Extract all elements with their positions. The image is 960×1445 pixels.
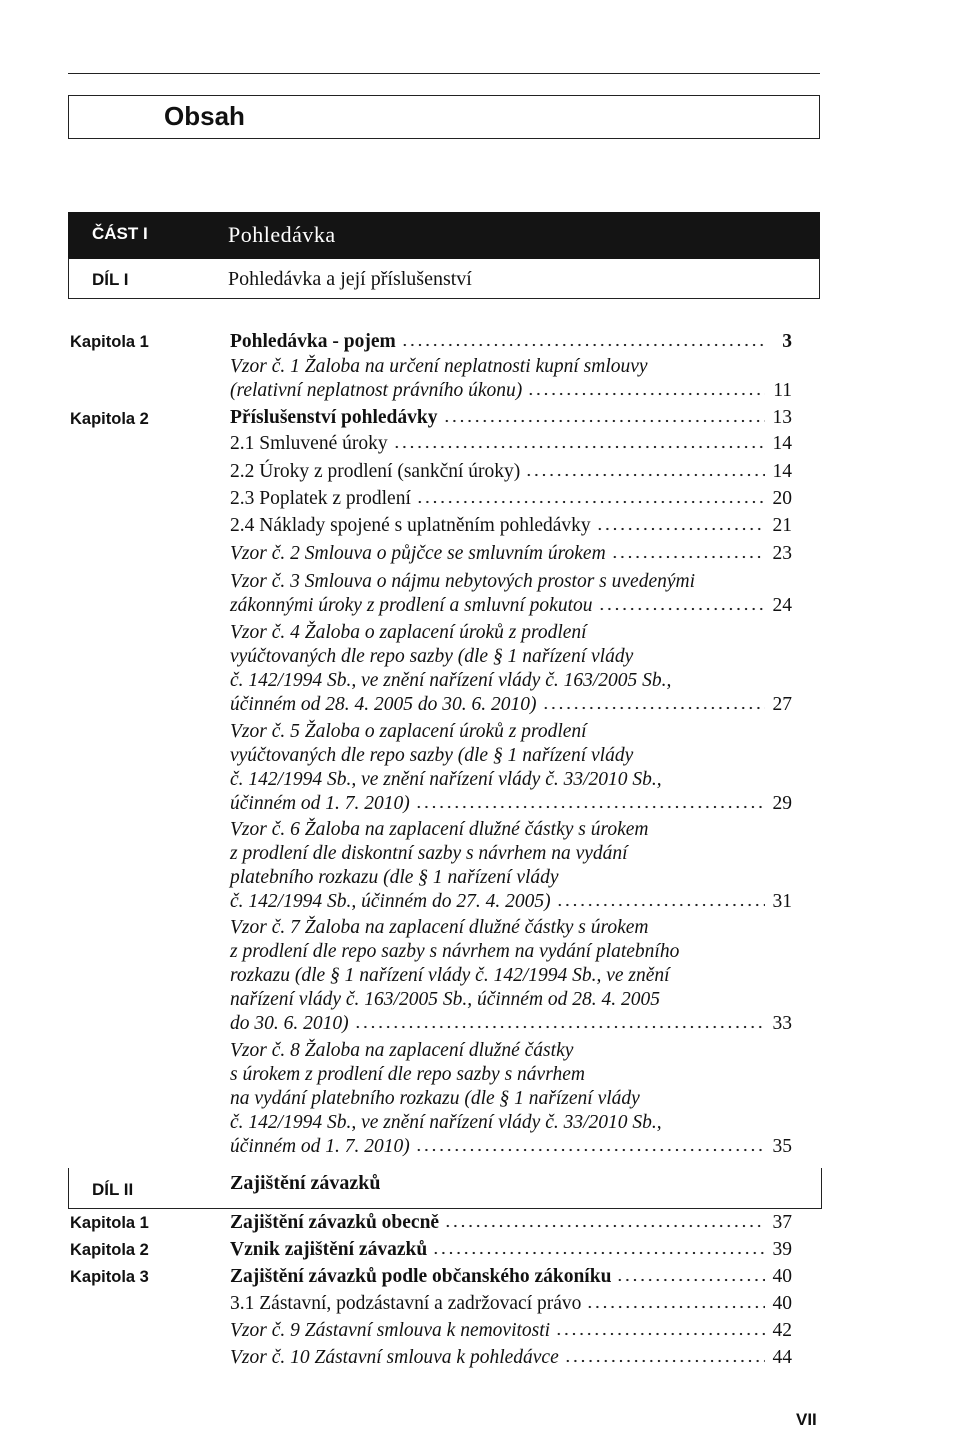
toc-entry-line: č. 142/1994 Sb., ve znění nařízení vlády č. 33/2010 Sb., bbox=[230, 1112, 662, 1133]
chapter-label: Kapitola 1 bbox=[70, 1214, 149, 1232]
toc-entry: Pohledávka - pojem 3 bbox=[230, 331, 792, 352]
toc-entry-line: Vzor č. 8 Žaloba na zaplacení dlužné částky bbox=[230, 1040, 574, 1061]
section-title: Zajištění závazků bbox=[230, 1172, 381, 1194]
toc-entry-line: č. 142/1994 Sb., ve znění nařízení vlády č. 33/2010 Sb., bbox=[230, 769, 662, 790]
section-label: DÍL II bbox=[92, 1180, 134, 1199]
toc-entry: zákonnými úroky z prodlení a smluvní pokutou 24 bbox=[230, 595, 792, 616]
chapter-label: Kapitola 2 bbox=[70, 1241, 149, 1259]
toc-entry-line: z prodlení dle repo sazby s návrhem na vydání platebního bbox=[230, 941, 680, 962]
toc-entry: účinném od 1. 7. 2010) 29 bbox=[230, 793, 792, 814]
toc-entry-line: Vzor č. 5 Žaloba o zaplacení úroků z prodlení bbox=[230, 721, 587, 742]
part-band bbox=[68, 212, 820, 259]
toc-entry-line: Vzor č. 1 Žaloba na určení neplatnosti kupní smlouvy bbox=[230, 356, 648, 377]
toc-entry: Zajištění závazků obecně 37 bbox=[230, 1212, 792, 1233]
toc-entry-line: na vydání platebního rozkazu (dle § 1 nařízení vlády bbox=[230, 1088, 640, 1109]
toc-entry-line: č. 142/1994 Sb., ve znění nařízení vlády č. 163/2005 Sb., bbox=[230, 670, 672, 691]
toc-entry-line: vyúčtovaných dle repo sazby (dle § 1 nařízení vlády bbox=[230, 646, 634, 667]
part-title: Pohledávka bbox=[228, 222, 336, 247]
toc-entry: 2.4 Náklady spojené s uplatněním pohledávky 21 bbox=[230, 515, 792, 536]
toc-entry: Příslušenství pohledávky 13 bbox=[230, 407, 792, 428]
toc-entry: 2.3 Poplatek z prodlení 20 bbox=[230, 488, 792, 509]
toc-entry: účinném od 1. 7. 2010) 35 bbox=[230, 1136, 792, 1157]
toc-entry-line: Vzor č. 6 Žaloba na zaplacení dlužné částky s úrokem bbox=[230, 819, 649, 840]
toc-entry: č. 142/1994 Sb., účinném do 27. 4. 2005) 31 bbox=[230, 891, 792, 912]
toc-entry-line: Vzor č. 3 Smlouva o nájmu nebytových prostor s uvedenými bbox=[230, 571, 696, 592]
toc-entry-line: nařízení vlády č. 163/2005 Sb., účinném od 28. 4. 2005 bbox=[230, 989, 661, 1010]
page-title: Obsah bbox=[164, 101, 245, 131]
toc-entry: Vznik zajištění závazků 39 bbox=[230, 1239, 792, 1260]
toc-entry-line: z prodlení dle diskontní sazby s návrhem na vydání bbox=[230, 843, 628, 864]
page-number: VII bbox=[796, 1410, 817, 1429]
toc-entry: Vzor č. 10 Zástavní smlouva k pohledávce 44 bbox=[230, 1347, 792, 1368]
toc-entry: Vzor č. 9 Zástavní smlouva k nemovitosti 42 bbox=[230, 1320, 792, 1341]
section-box bbox=[68, 1168, 822, 1209]
toc-entry-line: Vzor č. 4 Žaloba o zaplacení úroků z prodlení bbox=[230, 622, 587, 643]
toc-entry-line: rozkazu (dle § 1 nařízení vlády č. 142/1994 Sb., ve znění bbox=[230, 965, 670, 986]
toc-entry: Vzor č. 2 Smlouva o půjčce se smluvním úrokem 23 bbox=[230, 543, 792, 564]
toc-entry: 2.1 Smluvené úroky 14 bbox=[230, 433, 792, 454]
toc-entry-line: vyúčtovaných dle repo sazby (dle § 1 nařízení vlády bbox=[230, 745, 634, 766]
chapter-label: Kapitola 3 bbox=[70, 1268, 149, 1286]
toc-entry-line: platebního rozkazu (dle § 1 nařízení vlády bbox=[230, 867, 559, 888]
top-rule bbox=[68, 73, 820, 74]
section-label: DÍL I bbox=[92, 270, 129, 289]
chapter-label: Kapitola 1 bbox=[70, 333, 149, 351]
part-label: ČÁST I bbox=[92, 224, 148, 243]
toc-entry-line: s úrokem z prodlení dle repo sazby s návrhem bbox=[230, 1064, 585, 1085]
chapter-label: Kapitola 2 bbox=[70, 410, 149, 428]
toc-entry-line: Vzor č. 7 Žaloba na zaplacení dlužné částky s úrokem bbox=[230, 917, 649, 938]
section-title: Pohledávka a její příslušenství bbox=[228, 268, 472, 290]
toc-entry: 3.1 Zástavní, podzástavní a zadržovací právo 40 bbox=[230, 1293, 792, 1314]
toc-entry: (relativní neplatnost právního úkonu) 11 bbox=[230, 380, 792, 401]
toc-entry: do 30. 6. 2010) 33 bbox=[230, 1013, 792, 1034]
toc-entry: Zajištění závazků podle občanského zákoníku 40 bbox=[230, 1266, 792, 1287]
toc-entry: 2.2 Úroky z prodlení (sankční úroky) 14 bbox=[230, 461, 792, 482]
toc-entry: účinném od 28. 4. 2005 do 30. 6. 2010) 27 bbox=[230, 694, 792, 715]
